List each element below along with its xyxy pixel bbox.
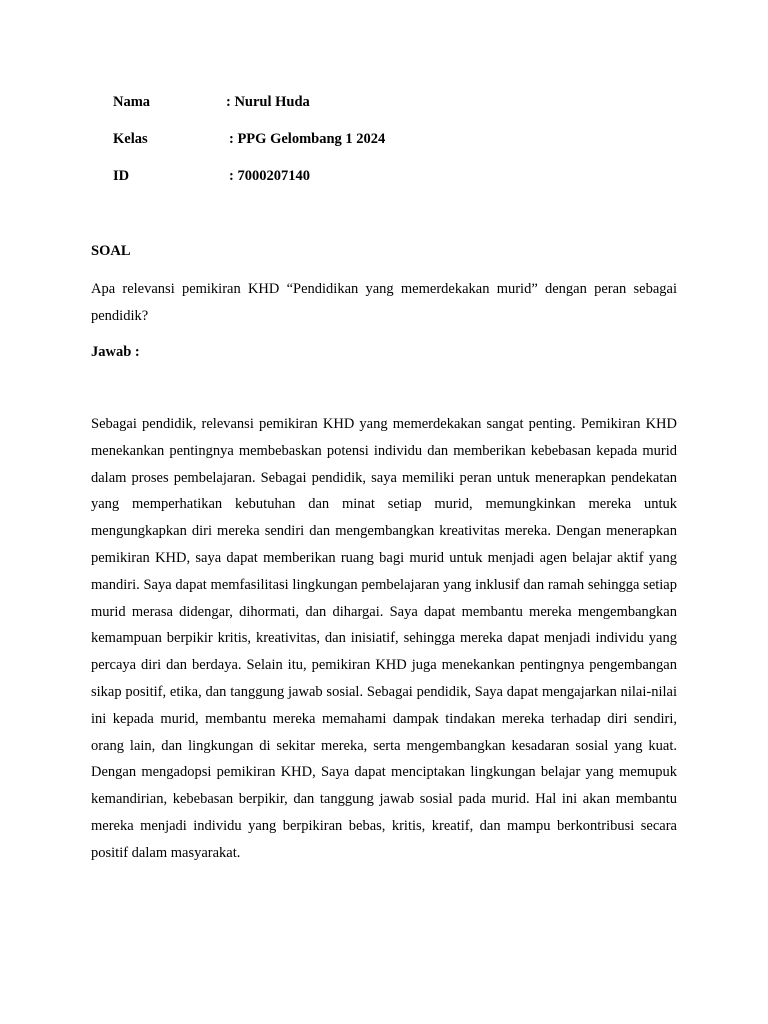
answer-text: Sebagai pendidik, relevansi pemikiran KHD yang memerdekakan sangat penting. Pemikiran KHD menekankan pentingnya membebaskan potensi individu dan memberikan kebebasan kepada murid dalam proses pembelajaran. Sebagai pendidik, saya memiliki peran untuk menerapkan pendekatan yang memperhatikan kebutuhan dan minat setiap murid, memungkinkan mereka untuk mengungkapkan diri mereka sendiri dan mengembangkan kreativitas mereka. Dengan menerapkan pemikiran KHD, saya dapat memberikan ruang bagi murid untuk menjadi agen belajar aktif yang mandiri. Saya dapat memfasilitasi lingkungan pembelajaran yang inklusif dan ramah sehingga setiap murid merasa didengar, dihormati, dan dihargai. Saya dapat membantu mereka mengembangkan kemampuan berpikir kritis, kreativitas, dan inisiatif, sehingga mereka dapat menjadi individu yang percaya diri dan berdaya. Selain itu, pemikiran KHD juga menekankan pentingnya pengembangan sikap positif, etika, dan tanggung jawab sosial. Sebagai pendidik, Saya dapat mengajarkan nilai-nilai ini kepada murid, membantu mereka memahami dampak tindakan mereka terhadap diri sendiri, orang lain, dan lingkungan di sekitar mereka, serta mengembangkan kesadaran sosial yang kuat. Dengan mengadopsi pemikiran KHD, Saya dapat menciptakan lingkungan belajar yang memupuk kemandirian, kebebasan berpikir, dan tanggung jawab sosial pada murid. Hal ini akan membantu mereka menjadi individu yang berpikiran bebas, kritis, kreatif, dan mampu berkontribusi secara positif dalam masyarakat.	[91, 416, 677, 861]
student-info	[113, 92, 513, 203]
jawab-heading: Jawab :	[91, 344, 140, 360]
info-row-nama	[113, 92, 513, 129]
soal-heading: SOAL	[91, 243, 131, 259]
kelas-value: : PPG Gelombang 1 2024	[229, 131, 386, 147]
info-row-kelas	[113, 129, 513, 166]
question-text: Apa relevansi pemikiran KHD “Pendidikan yang memerdekakan murid” dengan peran sebagai pendidik?	[91, 281, 677, 324]
info-row-id	[113, 166, 513, 203]
kelas-label: Kelas	[113, 131, 148, 147]
id-value: : 7000207140	[229, 168, 310, 184]
nama-value: : Nurul Huda	[226, 94, 310, 110]
nama-label: Nama	[113, 94, 151, 110]
id-label: ID	[113, 168, 130, 184]
